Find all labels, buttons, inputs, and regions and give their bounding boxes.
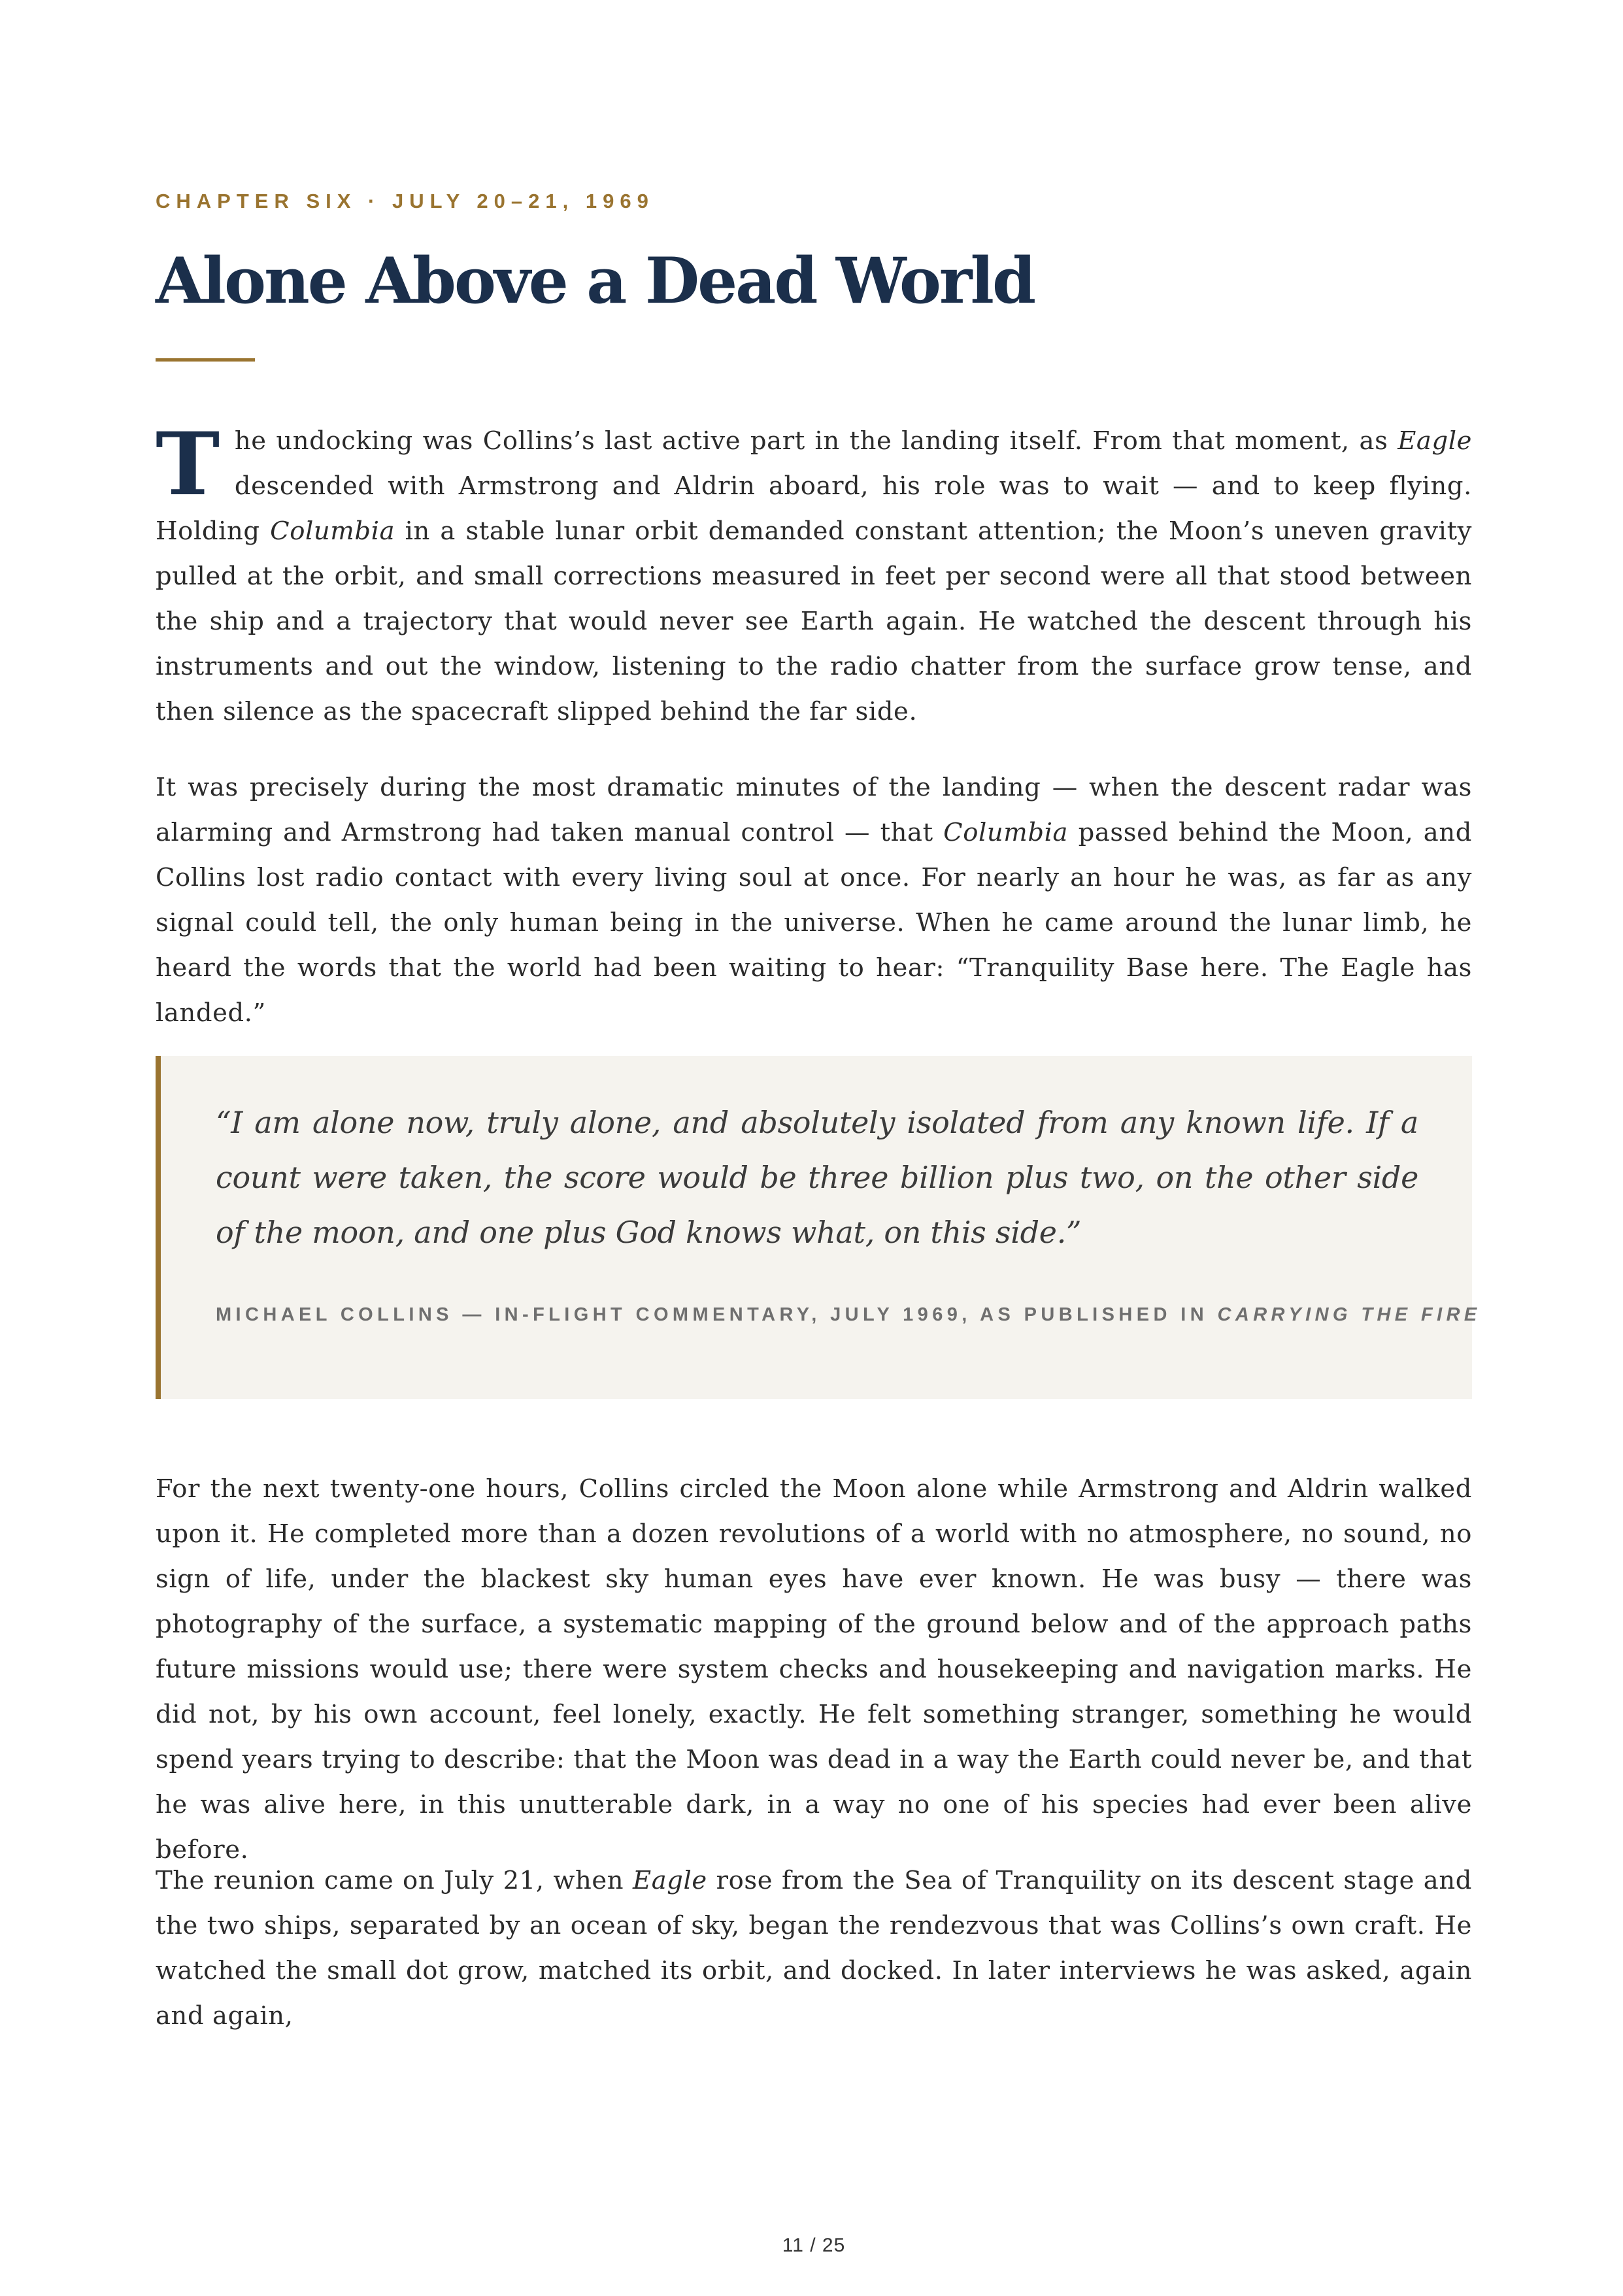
paragraph-2-text-a: It was precisely during the most dramatic minutes of the landing — when the descent radar was alarming and Armstrong had taken manual control — that xyxy=(156,773,1472,847)
drop-cap: T xyxy=(156,414,220,515)
paragraph-3: For the next twenty-one hours, Collins circled the Moon alone while Armstrong and Aldrin walked upon it. He completed more than a dozen revolutions of a world with no atmosphere, no sound, no sign of life, under the blackest sky human eyes have ever known. He was busy — there was photography of the surface, a systematic mapping of the ground below and of the approach paths future missions would use; there were system checks and housekeeping and navigation marks. He did not, by his own account, feel lonely, exactly. He felt something stranger, something he would spend years trying to describe: that the Moon was dead in a way the Earth could never be, and that he was alive here, in this unutterable dark, in a way no one of his species had ever been alive before. xyxy=(156,1474,1472,1865)
paragraph-1-text-c: in a stable lunar orbit demanded constant attention; the Moon’s uneven gravity pulled at the orbit, and small corrections measured in feet per second were all that stood between the ship and a trajectory that would never see Earth again. He watched the descent through his instruments and out the window, listening to the radio chatter from the surface grow tense, and then silence as the spacecraft slipped behind the far side. xyxy=(156,516,1472,726)
chapter-eyebrow: CHAPTER SIX · JULY 20–21, 1969 xyxy=(156,190,654,212)
paragraph-2 xyxy=(156,765,1472,1036)
pull-quote xyxy=(156,1056,1481,1399)
pull-quote-citation-source: CARRYING THE FIRE xyxy=(1217,1304,1481,1325)
paragraph-4-text-a: The reunion came on July 21, when xyxy=(156,1866,633,1895)
paragraph-4-emphasis-eagle: Eagle xyxy=(633,1866,707,1895)
paragraph-2-emphasis-columbia: Columbia xyxy=(943,818,1069,847)
title-divider xyxy=(156,358,255,362)
paragraph-2-text-b: passed behind the Moon, and Collins lost radio contact with every living soul at once. For nearly an hour he was, as far as any signal could tell, the only human being in the universe. When he came around the lunar limb, he heard the words that the world had been waiting to hear: “Tranquility Base here. The Eagle has landed.” xyxy=(156,818,1472,1028)
paragraph-1-emphasis-eagle: Eagle xyxy=(1397,426,1472,456)
paragraph-1-text-b: descended with Armstrong and Aldrin aboard, his role was to wait — and to keep flying. Holding xyxy=(156,471,1472,546)
paragraph-4 xyxy=(156,1858,1472,2038)
chapter-title: Alone Above a Dead World xyxy=(156,244,1035,318)
pull-quote-text: “I am alone now, truly alone, and absolutely isolated from any known life. If a count were taken, the score would be three billion plus two, on the other side of the moon, and one plus God knows what, on this side.” xyxy=(216,1105,1418,1250)
paragraph-1-emphasis-columbia: Columbia xyxy=(270,516,395,546)
page-number: 11 / 25 xyxy=(782,2235,846,2256)
paragraph-1 xyxy=(156,414,1472,734)
paragraph-1-text-a: he undocking was Collins’s last active part in the landing itself. From that moment, as xyxy=(234,426,1398,456)
pull-quote-citation xyxy=(216,1304,1481,1326)
paragraph-4-text-b: rose from the Sea of Tranquility on its descent stage and the two ships, separated by an ocean of sky, began the rendezvous that was Collins’s own craft. He watched the small dot grow, matched its orbit, and docked. In later interviews he was asked, again and again, xyxy=(156,1866,1472,2031)
document-page xyxy=(156,0,1481,2296)
pull-quote-citation-author: MICHAEL COLLINS — IN-FLIGHT COMMENTARY, JULY 1969, AS PUBLISHED IN xyxy=(216,1304,1218,1325)
